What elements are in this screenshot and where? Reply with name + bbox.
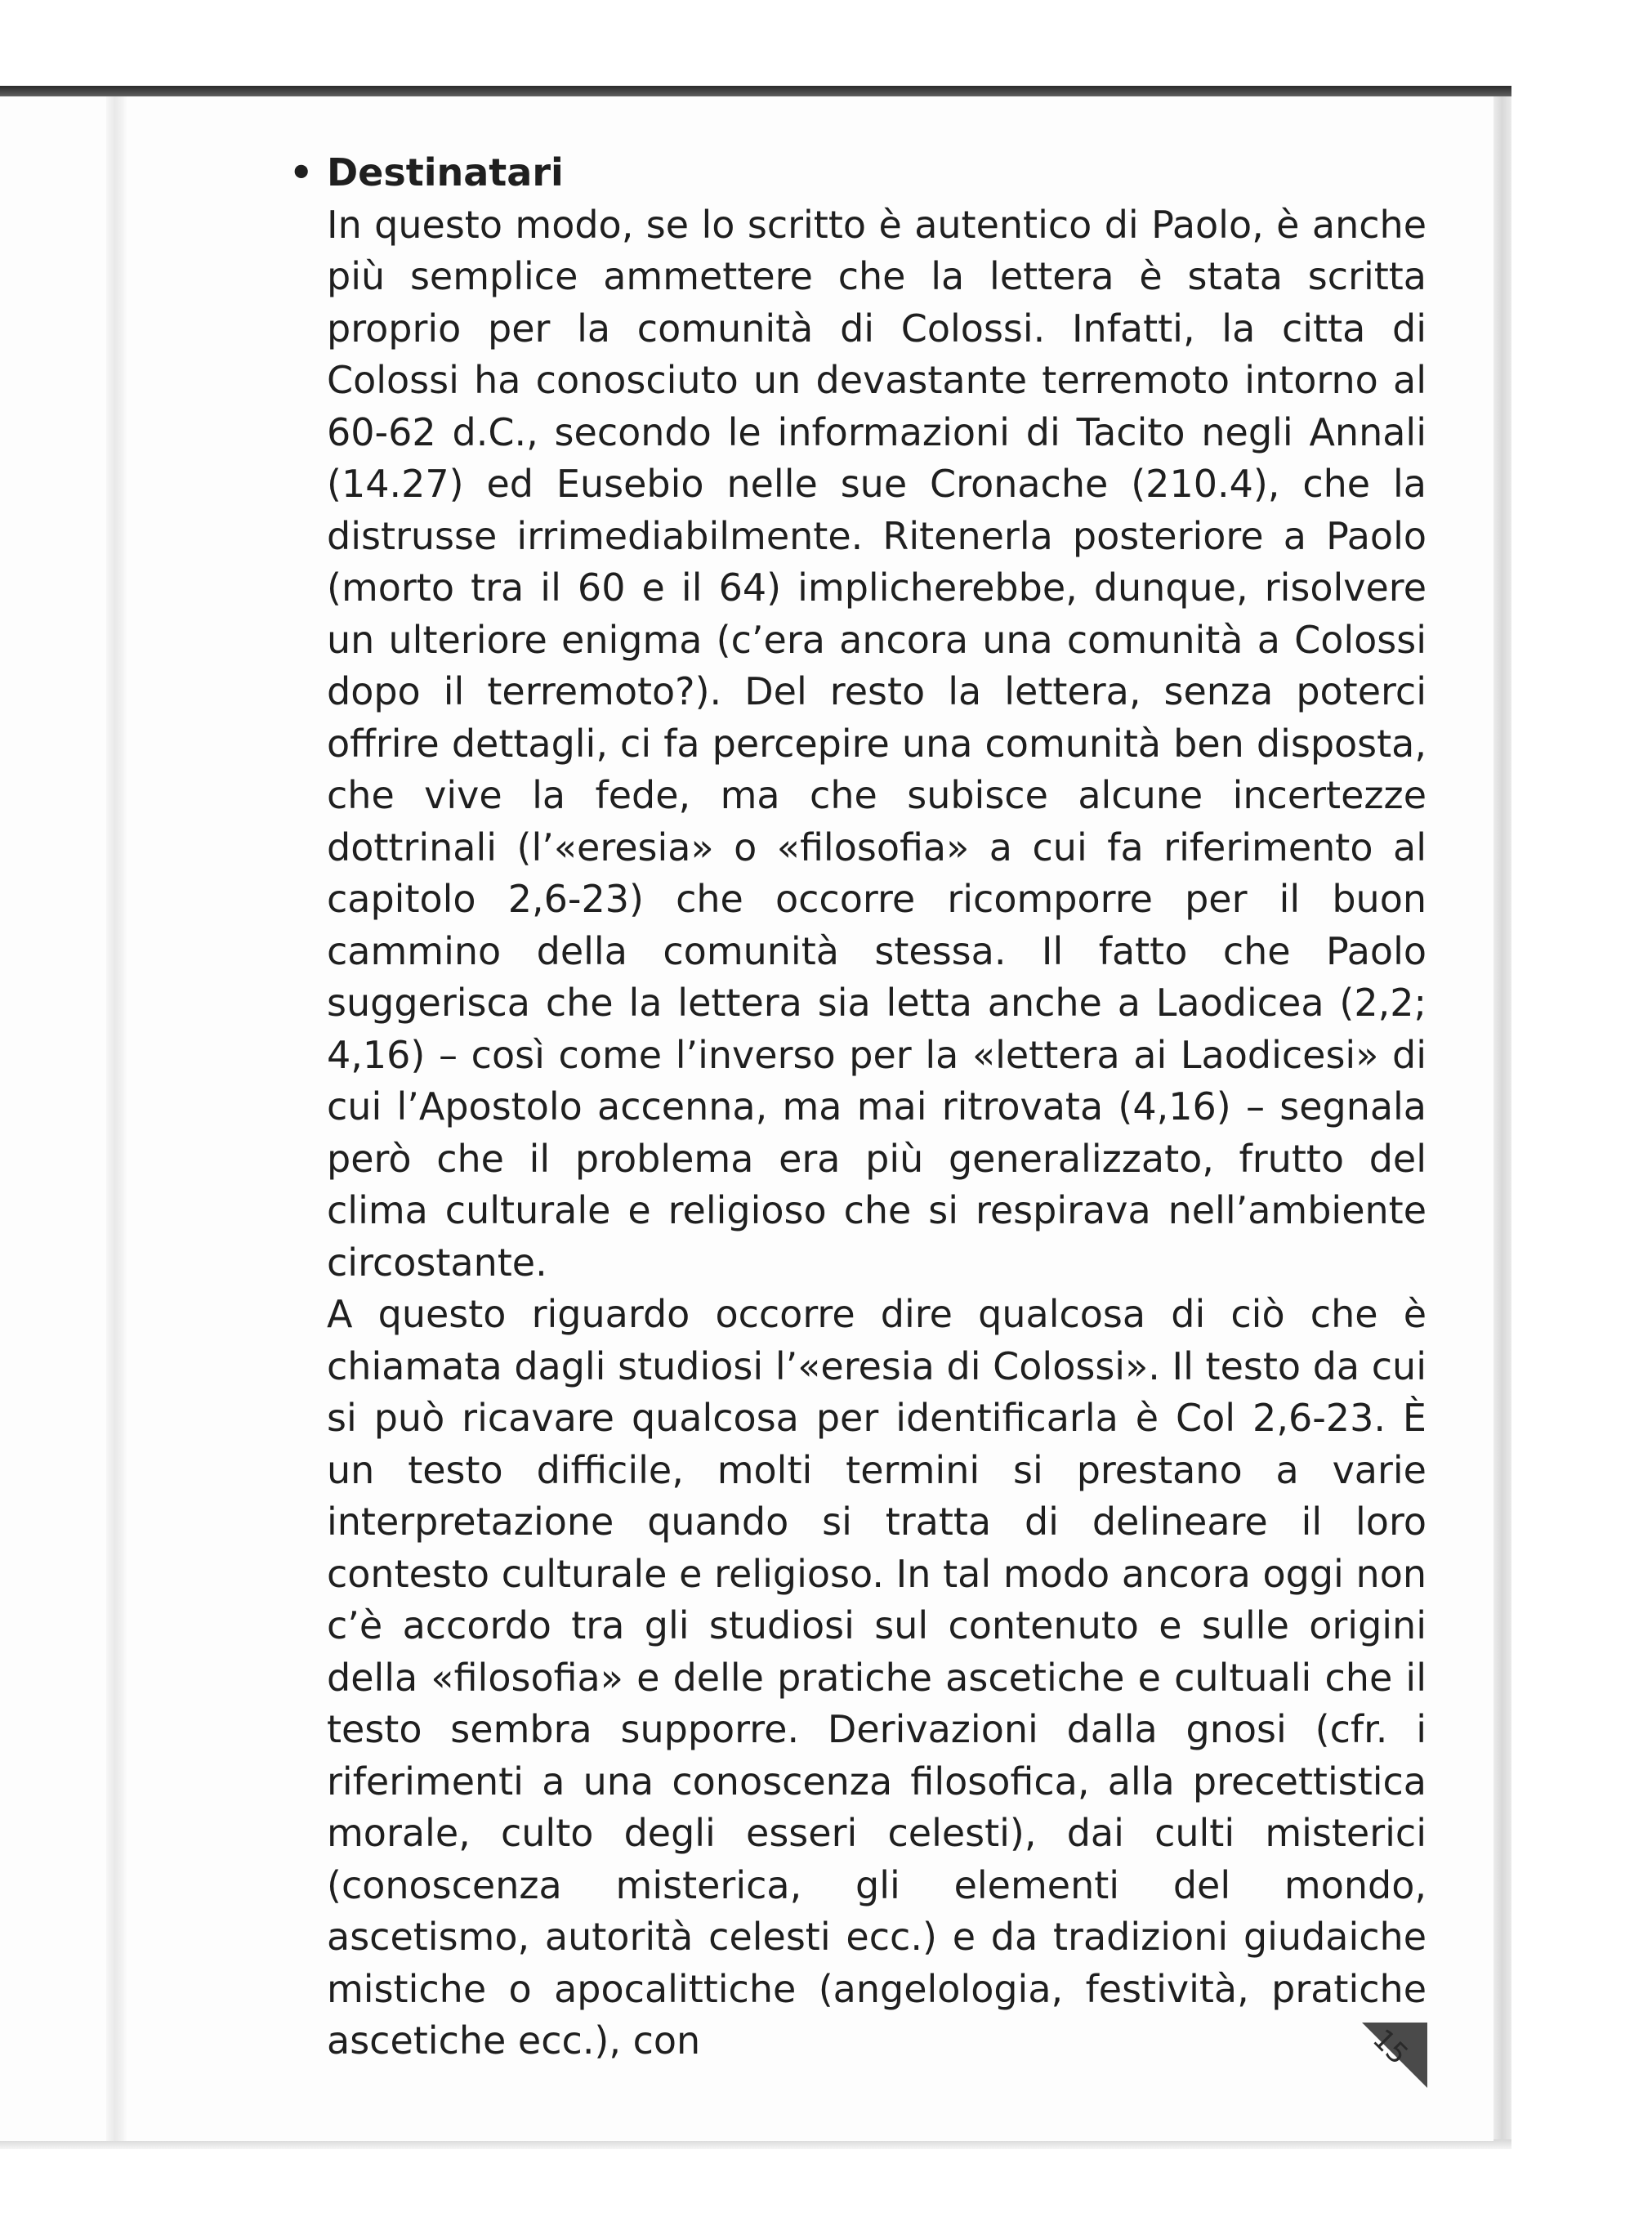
paragraph-2: A questo riguardo occorre dire qualcosa di ciò che è chiamata dagli studiosi l’«eresia di Colossi». Il testo da cui si può ricavare qualcosa per identificarla è Col 2,6-23. È un testo difficile, molti termini si prestano a varie interpretazione quando si tratta di delineare il loro contesto culturale e religioso. In tal modo ancora oggi non c’è accordo tra gli studiosi sul contenuto e sulle origini della «filosofia» e delle pratiche ascetiche e cultuali che il testo sembra supporre. Derivazioni dalla gnosi (cfr. i riferimenti a una conoscenza filosofica, alla precettistica morale, culto degli esseri celesti), dai culti misterici (conoscenza misterica, gli elementi del mondo, ascetismo, autorità celesti ecc.) e da tradizioni giudaiche mistiche o apocalittiche (angelologia, festività, pratiche ascetiche ecc.), con xyxy=(327,1292,1427,2063)
binding-gutter xyxy=(106,96,127,2141)
section-heading xyxy=(289,147,1427,199)
section-heading-text: Destinatari xyxy=(327,150,564,194)
page-number: 15 xyxy=(1366,2023,1415,2072)
paragraph-1: In questo modo, se lo scritto è autentico di Paolo, è anche più semplice ammettere che la lettera è stata scritta proprio per la comunità di Colossi. Infatti, la citta di Colossi ha conosciuto un devastante terremoto intorno al 60-62 d.C., secondo le informazioni di Tacito negli Annali (14.27) ed Eusebio nelle sue Cronache (210.4), che la distrusse irrimediabilmente. Ritenerla posteriore a Paolo (morto tra il 60 e il 64) implicherebbe, dunque, risolvere un ulteriore enigma (c’era ancora una comunità a Colossi dopo il terremoto?). Del resto la lettera, senza poterci offrire dettagli, ci fa percepire una comunità ben disposta, che vive la fede, ma che subisce alcune incertezze dottrinali (l’«eresia» o «filosofia» a cui fa riferimento al capitolo 2,6-23) che occorre ricomporre per il buon cammino della comunità stessa. Il fatto che Paolo suggerisca che la lettera sia letta anche a Laodicea (2,2; 4,16) – così come l’inverso per la «lettera ai Laodicesi» di cui l’Apostolo accenna, ma mai ritrovata (4,16) – segnala però che il problema era più generalizzato, frutto del clima culturale e religioso che si respirava nell’ambiente circostante. xyxy=(327,202,1427,1285)
page-text-block xyxy=(289,147,1427,2067)
bullet-marker: • xyxy=(289,150,314,194)
